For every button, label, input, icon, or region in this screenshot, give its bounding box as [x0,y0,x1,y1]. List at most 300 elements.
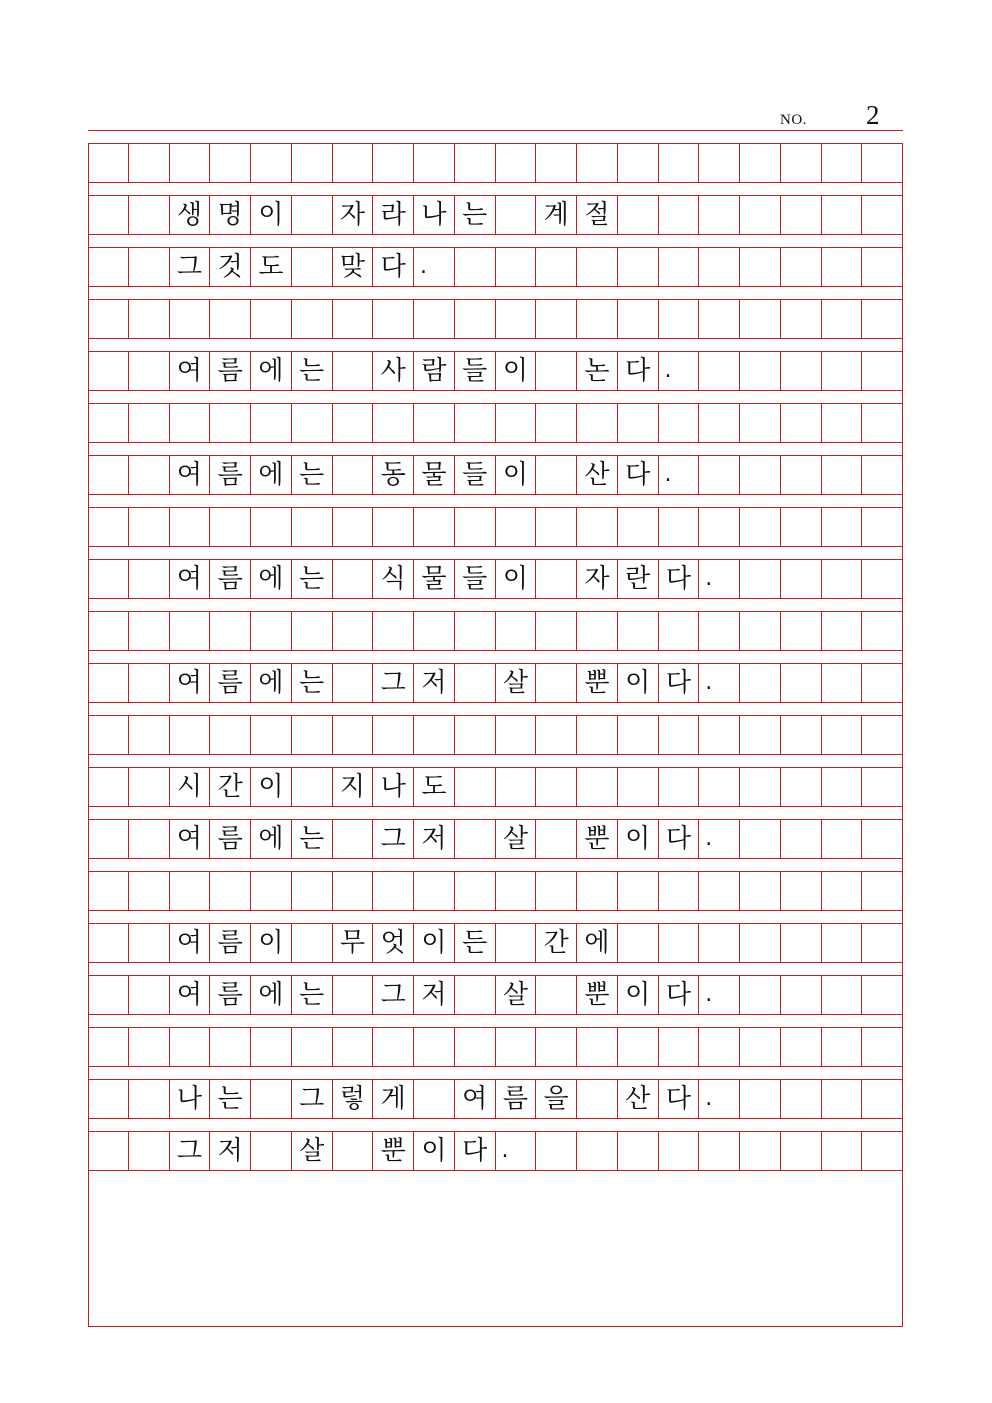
grid-cell: 이 [251,196,292,234]
grid-cell [88,820,129,858]
grid-cell [170,1028,211,1066]
grid-row [88,351,903,391]
grid-cell [170,716,211,754]
grid-cell [129,196,170,234]
grid-cell [822,664,863,702]
grid-cell [618,768,659,806]
grid-cell [251,716,292,754]
grid-cell [699,196,740,234]
grid-cell: 식 [373,560,414,598]
grid-cell [88,1028,129,1066]
grid-cell: 는 [292,976,333,1014]
grid-cell [699,144,740,182]
grid-cell: 다 [659,1080,700,1118]
grid-cell [699,1132,740,1170]
grid-cell: 살 [292,1132,333,1170]
grid-cell [333,456,374,494]
grid-cell: 여 [170,976,211,1014]
grid-cell: 간 [210,768,251,806]
grid-cell [455,872,496,910]
grid-cell: 자 [577,560,618,598]
grid-cell [373,1028,414,1066]
grid-cell [536,1028,577,1066]
grid-cell [822,144,863,182]
grid-cell [88,352,129,390]
grid-row [88,611,903,651]
grid-cell: 는 [455,196,496,234]
grid-cell [618,716,659,754]
grid-row [88,767,903,807]
grid-cell [129,820,170,858]
grid-cell [373,404,414,442]
grid-cell: 름 [210,664,251,702]
grid-cell: . [699,820,740,858]
grid-cell [210,508,251,546]
grid-cell [740,508,781,546]
grid-cell [292,248,333,286]
grid-cell [292,716,333,754]
grid-cell [781,560,822,598]
grid-cell [536,872,577,910]
grid-cell [414,508,455,546]
grid-cell: 이 [618,664,659,702]
grid-cell [333,508,374,546]
grid-cell [88,144,129,182]
grid-cell: 산 [618,1080,659,1118]
grid-cell: 게 [373,1080,414,1118]
grid-cell [536,716,577,754]
grid-cell [862,456,903,494]
grid-cell [822,352,863,390]
grid-cell [251,508,292,546]
grid-cell [373,872,414,910]
grid-cell: 렇 [333,1080,374,1118]
grid-cell: 이 [618,820,659,858]
grid-cell [740,872,781,910]
grid-cell [659,300,700,338]
grid-cell: 저 [210,1132,251,1170]
grid-cell [659,1132,700,1170]
grid-cell [251,1132,292,1170]
grid-cell [740,196,781,234]
grid-cell: 저 [414,976,455,1014]
grid-cell [455,248,496,286]
grid-cell [414,716,455,754]
grid-cell [292,196,333,234]
grid-cell [496,1028,537,1066]
grid-row [88,663,903,703]
grid-cell [536,560,577,598]
grid-cell: 나 [414,196,455,234]
grid-cell [292,768,333,806]
grid-cell: 엇 [373,924,414,962]
grid-cell [781,1080,822,1118]
grid-cell [536,456,577,494]
grid-cell: 에 [251,664,292,702]
grid-cell [781,196,822,234]
grid-cell: 절 [577,196,618,234]
grid-cell [577,508,618,546]
grid-cell [577,1080,618,1118]
grid-cell [822,248,863,286]
grid-cell [373,144,414,182]
grid-cell: 는 [292,456,333,494]
grid-cell [862,404,903,442]
grid-cell [659,508,700,546]
grid-cell [292,612,333,650]
grid-cell: 저 [414,664,455,702]
grid-cell: 는 [292,560,333,598]
grid-cell [129,456,170,494]
grid-cell [822,456,863,494]
grid-cell: 뿐 [577,820,618,858]
grid-cell: 물 [414,560,455,598]
grid-cell: 름 [210,820,251,858]
grid-cell [210,300,251,338]
grid-cell [699,768,740,806]
grid-cell [781,872,822,910]
grid-cell [659,248,700,286]
grid-cell [659,924,700,962]
grid-cell: 에 [577,924,618,962]
grid-cell [536,664,577,702]
grid-cell: 이 [618,976,659,1014]
grid-cell: 생 [170,196,211,234]
grid-cell [618,508,659,546]
grid-cell [699,352,740,390]
grid-cell [129,716,170,754]
grid-cell [210,872,251,910]
grid-cell [88,404,129,442]
grid-cell [699,872,740,910]
grid-cell: 라 [373,196,414,234]
grid-cell: 그 [170,248,211,286]
grid-cell: 동 [373,456,414,494]
grid-cell: 사 [373,352,414,390]
grid-cell [333,872,374,910]
grid-cell [577,248,618,286]
grid-cell: . [699,560,740,598]
page-number [780,100,900,130]
grid-cell [292,1028,333,1066]
grid-cell [455,820,496,858]
grid-cell [618,248,659,286]
grid-cell [373,508,414,546]
grid-cell: 다 [618,352,659,390]
grid-cell: 여 [455,1080,496,1118]
grid-cell: 나 [170,1080,211,1118]
grid-cell [577,612,618,650]
grid-cell [333,1132,374,1170]
grid-cell [414,300,455,338]
grid-cell [455,300,496,338]
grid-cell [210,1028,251,1066]
grid-cell [862,560,903,598]
grid-row [88,403,903,443]
grid-cell [699,1028,740,1066]
grid-cell [496,300,537,338]
grid-cell [822,404,863,442]
grid-cell [577,1132,618,1170]
grid-cell [333,352,374,390]
grid-cell [822,508,863,546]
grid-cell: 름 [496,1080,537,1118]
grid-cell [577,144,618,182]
grid-cell [129,664,170,702]
grid-cell [414,144,455,182]
grid-cell [822,196,863,234]
header-rule [88,130,903,131]
grid-cell [822,768,863,806]
grid-cell [536,1132,577,1170]
grid-cell [496,872,537,910]
grid-cell [536,248,577,286]
grid-cell [88,508,129,546]
grid-cell [699,248,740,286]
grid-cell: 살 [496,976,537,1014]
grid-cell: 물 [414,456,455,494]
grid-cell [129,144,170,182]
grid-cell [333,300,374,338]
grid-cell [455,768,496,806]
grid-cell: . [659,456,700,494]
grid-cell: 이 [496,456,537,494]
grid-cell: 자 [333,196,374,234]
grid-cell: . [699,1080,740,1118]
grid-cell [129,768,170,806]
grid-cell: 는 [292,664,333,702]
grid-cell [862,612,903,650]
grid-cell [618,1028,659,1066]
grid-cell [129,976,170,1014]
grid-cell: 그 [373,976,414,1014]
grid-cell [740,352,781,390]
grid-cell [333,716,374,754]
grid-cell [496,612,537,650]
grid-cell: . [699,976,740,1014]
grid-cell: 무 [333,924,374,962]
grid-cell: 맞 [333,248,374,286]
grid-cell [536,144,577,182]
grid-row [88,455,903,495]
grid-row [88,143,903,183]
grid-cell [88,300,129,338]
grid-cell [659,768,700,806]
grid-cell [333,1028,374,1066]
grid-cell [251,404,292,442]
grid-cell [862,716,903,754]
grid-cell [740,768,781,806]
grid-cell [740,560,781,598]
grid-cell: 는 [210,1080,251,1118]
grid-cell [862,924,903,962]
grid-cell [496,144,537,182]
grid-cell [536,768,577,806]
grid-cell [292,924,333,962]
grid-cell [455,612,496,650]
grid-cell [618,612,659,650]
grid-cell: 에 [251,560,292,598]
grid-cell [251,612,292,650]
grid-cell [88,664,129,702]
grid-cell [862,820,903,858]
grid-cell [333,404,374,442]
grid-cell [659,612,700,650]
grid-cell: 에 [251,456,292,494]
grid-cell [333,664,374,702]
grid-cell: 명 [210,196,251,234]
grid-cell: 그 [292,1080,333,1118]
grid-cell [699,300,740,338]
grid-cell [740,716,781,754]
grid-row [88,819,903,859]
grid-cell [862,508,903,546]
grid-cell [822,924,863,962]
grid-cell [88,716,129,754]
grid-cell [333,144,374,182]
grid-cell: 나 [373,768,414,806]
grid-cell [129,248,170,286]
grid-cell [659,196,700,234]
grid-cell [699,716,740,754]
grid-cell [496,716,537,754]
grid-cell [373,612,414,650]
grid-cell [577,300,618,338]
grid-cell: 이 [414,924,455,962]
grid-cell: 들 [455,352,496,390]
grid-cell [251,1028,292,1066]
grid-cell [577,404,618,442]
grid-cell [88,248,129,286]
grid-cell [129,404,170,442]
grid-cell: 간 [536,924,577,962]
grid-cell [618,196,659,234]
grid-cell: 름 [210,456,251,494]
grid-cell: 다 [618,456,659,494]
grid-cell [781,404,822,442]
grid-cell: 름 [210,352,251,390]
grid-cell [88,1132,129,1170]
grid-cell: 뿐 [373,1132,414,1170]
grid-cell [740,248,781,286]
grid-cell [577,1028,618,1066]
grid-cell: 그 [373,664,414,702]
grid-cell [822,1080,863,1118]
grid-cell [862,352,903,390]
grid-cell: 뿐 [577,976,618,1014]
grid-cell [781,768,822,806]
grid-cell [781,1132,822,1170]
grid-cell [699,404,740,442]
grid-cell [536,976,577,1014]
grid-cell [373,300,414,338]
grid-cell [781,924,822,962]
grid-cell [88,872,129,910]
grid-cell [781,248,822,286]
grid-cell: 저 [414,820,455,858]
grid-cell: 다 [659,976,700,1014]
grid-cell [170,508,211,546]
grid-cell [781,612,822,650]
grid-cell [333,820,374,858]
grid-cell [740,664,781,702]
grid-cell [210,404,251,442]
grid-cell [129,1080,170,1118]
grid-cell [740,976,781,1014]
grid-cell [740,1080,781,1118]
grid-cell [496,508,537,546]
grid-cell [822,1132,863,1170]
grid-cell [781,352,822,390]
grid-cell [496,768,537,806]
grid-cell: 살 [496,664,537,702]
grid-cell [129,872,170,910]
grid-row [88,559,903,599]
grid-cell: 여 [170,924,211,962]
grid-cell [414,1028,455,1066]
grid-cell [862,1080,903,1118]
grid-cell [862,664,903,702]
page-number-label: NO. [780,112,807,128]
grid-cell [699,508,740,546]
grid-cell: 살 [496,820,537,858]
grid-cell: 여 [170,456,211,494]
grid-cell [536,404,577,442]
grid-cell [740,456,781,494]
grid-cell [292,144,333,182]
grid-cell [88,560,129,598]
grid-cell: 름 [210,924,251,962]
grid-cell: 그 [170,1132,211,1170]
grid-cell [292,508,333,546]
grid-cell: 시 [170,768,211,806]
grid-cell: 란 [618,560,659,598]
grid-cell: 도 [251,248,292,286]
grid-cell [781,976,822,1014]
grid-cell [88,612,129,650]
grid-cell [618,300,659,338]
grid-cell [822,1028,863,1066]
grid-cell: . [414,248,455,286]
grid-cell [333,560,374,598]
grid-row [88,871,903,911]
grid-cell [170,872,211,910]
grid-cell [822,976,863,1014]
grid-cell [292,404,333,442]
grid-cell: 다 [659,820,700,858]
grid-cell [170,404,211,442]
grid-cell [781,664,822,702]
grid-cell [740,1132,781,1170]
grid-cell [88,976,129,1014]
grid-cell: 다 [659,664,700,702]
grid-cell [862,300,903,338]
grid-cell: . [496,1132,537,1170]
grid-cell [577,872,618,910]
grid-cell: . [699,664,740,702]
grid-row [88,975,903,1015]
grid-cell [781,1028,822,1066]
grid-cell [618,144,659,182]
grid-cell: 다 [373,248,414,286]
grid-cell [781,300,822,338]
grid-cell [496,196,537,234]
grid-row [88,299,903,339]
grid-cell [88,196,129,234]
grid-cell [618,872,659,910]
grid-cell: 다 [659,560,700,598]
grid-row [88,715,903,755]
